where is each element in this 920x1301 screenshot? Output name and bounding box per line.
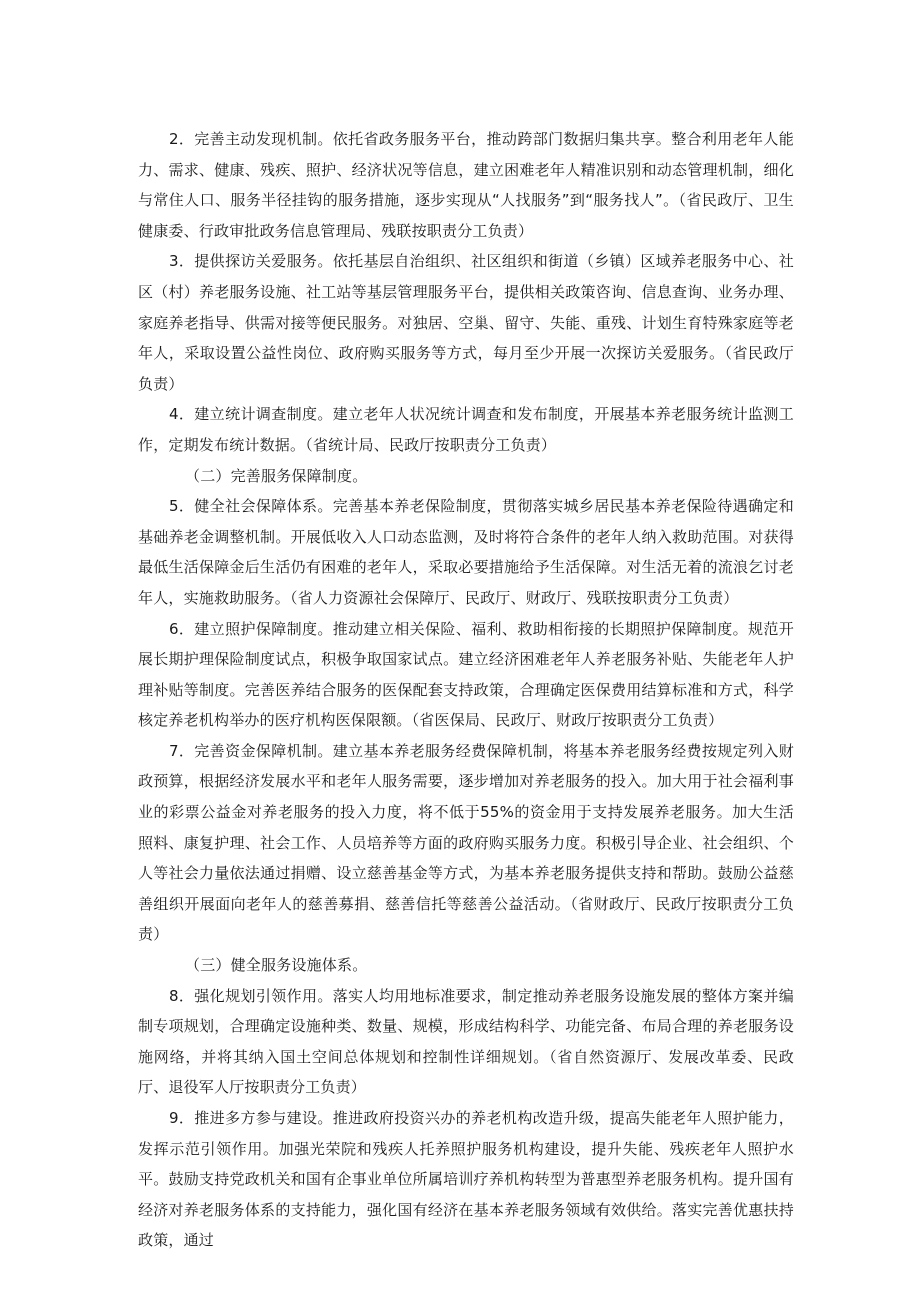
paragraph-item-4: 4．建立统计调查制度。建立老年人状况统计调查和发布制度，开展基本养老服务统计监测工作，定期发布统计数据。（省统计局、民政厅按职责分工负责）: [138, 405, 794, 454]
paragraph-item-8: 8．强化规划引领作用。落实人均用地标准要求，制定推动养老服务设施发展的整体方案并编制专项规划，合理确定设施种类、数量、规模，形成结构科学、功能完备、布局合理的养老服务设施网络，并将其纳入国土空间总体规划和控制性详细规划。（省自然资源厅、发展改革委、民政厅、退役军人厅按职责分工负责）: [138, 986, 794, 1097]
paragraph-item-5: 5．健全社会保障体系。完善基本养老保险制度，贯彻落实城乡居民基本养老保险待遇确定和基础养老金调整机制。开展低收入人口动态监测，及时将符合条件的老年人纳入救助范围。对获得最低生活保障金后生活仍有困难的老年人，采取必要措施给予生活保障。对生活无着的流浪乞讨老年人，实施救助服务。（省人力资源社会保障厅、民政厅、财政厅、残联按职责分工负责）: [138, 497, 794, 607]
paragraph-item-3: 3．提供探访关爱服务。依托基层自治组织、社区组织和街道（乡镇）区域养老服务中心、社区（村）养老服务设施、社工站等基层管理服务平台，提供相关政策咨询、信息查询、业务办理、家庭养老指导、供需对接等便民服务。对独居、空巢、留守、失能、重残、计划生育特殊家庭等老年人，采取设置公益性岗位、政府购买服务等方式，每月至少开展一次探访关爱服务。（省民政厅负责）: [138, 252, 794, 393]
paragraph-item-2: 2．完善主动发现机制。依托省政务服务平台，推动跨部门数据归集共享。整合利用老年人能力、需求、健康、残疾、照护、经济状况等信息，建立困难老年人精准识别和动态管理机制，细化与常住人口、服务半径挂钩的服务措施，逐步实现从“人找服务”到“服务找人”。（省民政厅、卫生健康委、行政审批政务信息管理局、残联按职责分工负责）: [138, 130, 794, 240]
paragraph-item-6: 6．建立照护保障制度。推动建立相关保险、福利、救助相衔接的长期照护保障制度。规范开展长期护理保险制度试点，积极争取国家试点。建立经济困难老年人养老服务补贴、失能老年人护理补贴等制度。完善医养结合服务的医保配套支持政策，合理确定医保费用结算标准和方式，科学核定养老机构举办的医疗机构医保限额。（省医保局、民政厅、财政厅按职责分工负责）: [138, 619, 794, 730]
section-heading-3: （三）健全服务设施体系。: [185, 956, 368, 975]
section-heading-2: （二）完善服务保障制度。: [185, 466, 368, 485]
document-body: [138, 124, 794, 1256]
paragraph-item-7: 7．完善资金保障机制。建立基本养老服务经费保障机制，将基本养老服务经费按规定列入财政预算，根据经济发展水平和老年人服务需要，逐步增加对养老服务的投入。加大用于社会福利事业的彩票公益金对养老服务的投入力度，将不低于55%的资金用于支持发展养老服务。加大生活照料、康复护理、社会工作、人员培养等方面的政府购买服务力度。积极引导企业、社会组织、个人等社会力量依法通过捐赠、设立慈善基金等方式，为基本养老服务提供支持和帮助。鼓励公益慈善组织开展面向老年人的慈善募捐、慈善信托等慈善公益活动。（省财政厅、民政厅按职责分工负责）: [138, 741, 794, 944]
paragraph-item-9: 9．推进多方参与建设。推进政府投资兴办的养老机构改造升级，提高失能老年人照护能力，发挥示范引领作用。加强光荣院和残疾人托养照护服务机构建设，提升失能、残疾老年人照护水平。鼓励支持党政机关和国有企事业单位所属培训疗养机构转型为普惠型养老服务机构。提升国有经济对养老服务体系的支持能力，强化国有经济在基本养老服务领域有效供给。落实完善优惠扶持政策，通过: [138, 1109, 794, 1250]
